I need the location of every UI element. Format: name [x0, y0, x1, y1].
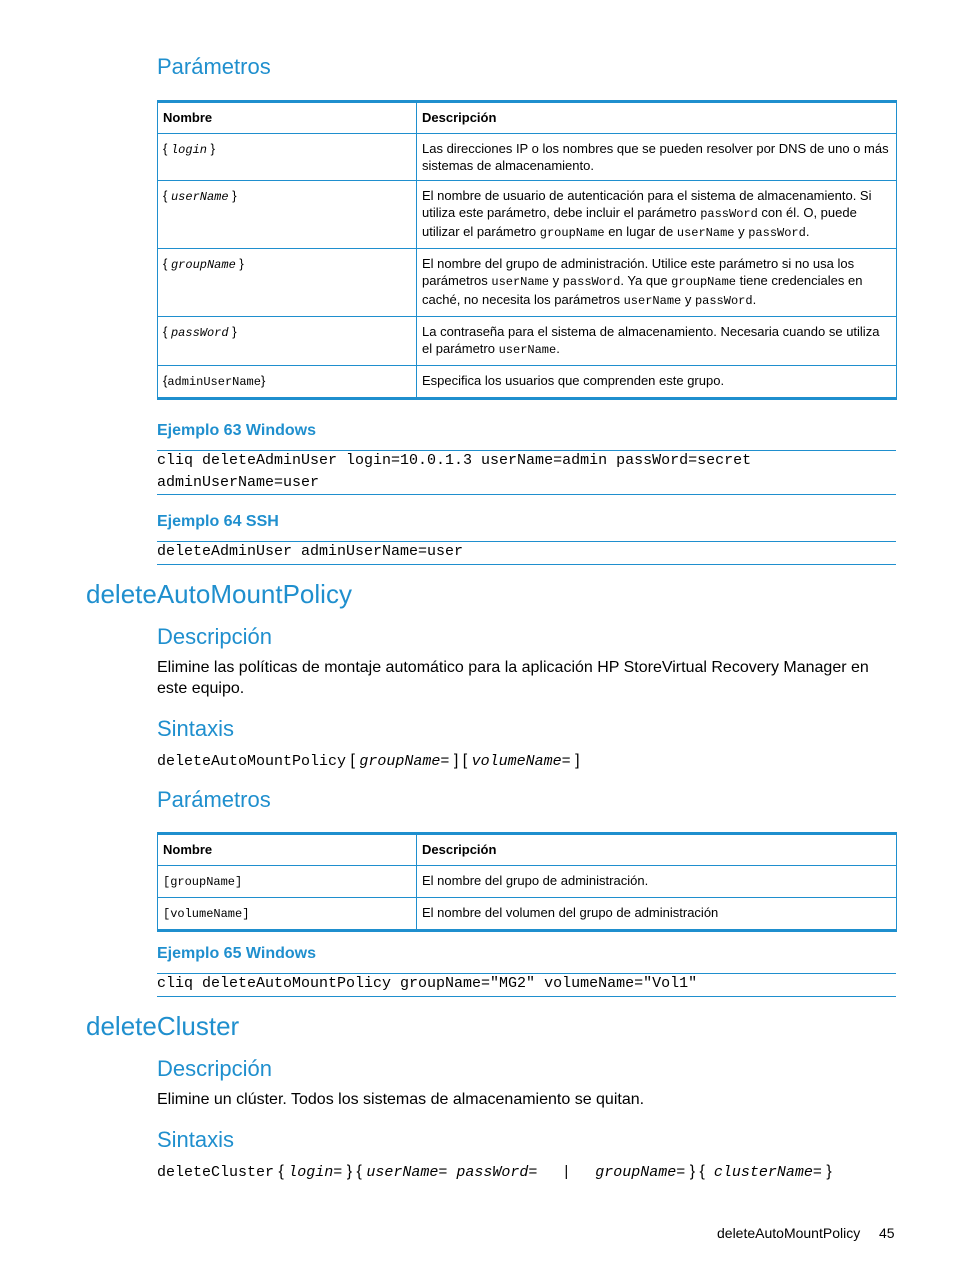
- col-header-description: Descripción: [417, 102, 897, 134]
- param-description: El nombre del volumen del grupo de administración: [417, 898, 897, 931]
- table-row: [158, 898, 897, 931]
- param-name: { login }: [158, 134, 417, 181]
- params-table: [157, 100, 897, 400]
- param-description: Especifica los usuarios que comprenden este grupo.: [417, 366, 897, 399]
- table-row: [158, 134, 897, 181]
- params-heading: Parámetros: [157, 787, 271, 812]
- params-heading: Parámetros: [157, 54, 271, 79]
- table-row: [158, 249, 897, 317]
- param-description: El nombre del grupo de administración. Utilice este parámetro si no usa los parámetros userName y passWord. Ya que groupName tiene credenciales en caché, no necesita los parámetros userName y passWord.: [417, 249, 897, 317]
- example-63-title: Ejemplo 63 Windows: [157, 422, 316, 439]
- param-description: Las direcciones IP o los nombres que se pueden resolver por DNS de uno o más sistemas de almacenamiento.: [417, 134, 897, 181]
- divider: [157, 996, 896, 997]
- table-row: [158, 366, 897, 399]
- section-title: deleteAutoMountPolicy: [86, 579, 352, 609]
- param-name: { passWord }: [158, 317, 417, 366]
- col-header-description: Descripción: [417, 834, 897, 866]
- param-description: El nombre del grupo de administración.: [417, 866, 897, 898]
- example-63-code: cliq deleteAdminUser login=10.0.1.3 userName=admin passWord=secret adminUserName=user: [157, 452, 752, 491]
- params-table: [157, 832, 897, 932]
- example-65-title: Ejemplo 65 Windows: [157, 945, 316, 962]
- divider: [157, 494, 896, 495]
- param-name: { groupName }: [158, 249, 417, 317]
- syntax-line: deleteAutoMountPolicy [ groupName= ] [ volumeName= ]: [157, 752, 580, 770]
- section-title: deleteCluster: [86, 1011, 240, 1041]
- param-name: { userName }: [158, 181, 417, 249]
- example-65-code: cliq deleteAutoMountPolicy groupName="MG2" volumeName="Vol1": [157, 975, 698, 992]
- syntax-heading: Sintaxis: [157, 1127, 235, 1152]
- param-name: [volumeName]: [158, 898, 417, 931]
- table-row: [158, 181, 897, 249]
- param-description: La contraseña para el sistema de almacenamiento. Necesaria cuando se utiliza el parámetro userName.: [417, 317, 897, 366]
- page-number: 45: [879, 1225, 895, 1241]
- description-text: Elimine un clúster. Todos los sistemas de almacenamiento se quitan.: [157, 1091, 645, 1108]
- col-header-name: Nombre: [158, 834, 417, 866]
- param-name: [groupName]: [158, 866, 417, 898]
- col-header-name: Nombre: [158, 102, 417, 134]
- example-64-code: deleteAdminUser adminUserName=user: [157, 543, 464, 560]
- divider: [157, 564, 896, 565]
- syntax-line: deleteCluster { login= } { userName= passWord= | groupName= } { clusterName= }: [157, 1163, 832, 1181]
- example-64-title: Ejemplo 64 SSH: [157, 513, 279, 530]
- description-heading: Descripción: [157, 1056, 272, 1081]
- table-row: [158, 317, 897, 366]
- description-heading: Descripción: [157, 624, 272, 649]
- param-name: {adminUserName}: [158, 366, 417, 399]
- footer-section-label: deleteAutoMountPolicy: [717, 1225, 861, 1241]
- syntax-heading: Sintaxis: [157, 716, 235, 741]
- description-text: Elimine las políticas de montaje automático para la aplicación HP StoreVirtual Recovery Manager en este equipo.: [157, 659, 869, 697]
- table-row: [158, 866, 897, 898]
- param-description: El nombre de usuario de autenticación para el sistema de almacenamiento. Si utiliza este parámetro, debe incluir el parámetro passWord con él. O, puede utilizar el parámetro groupName en lugar de userName y passWord.: [417, 181, 897, 249]
